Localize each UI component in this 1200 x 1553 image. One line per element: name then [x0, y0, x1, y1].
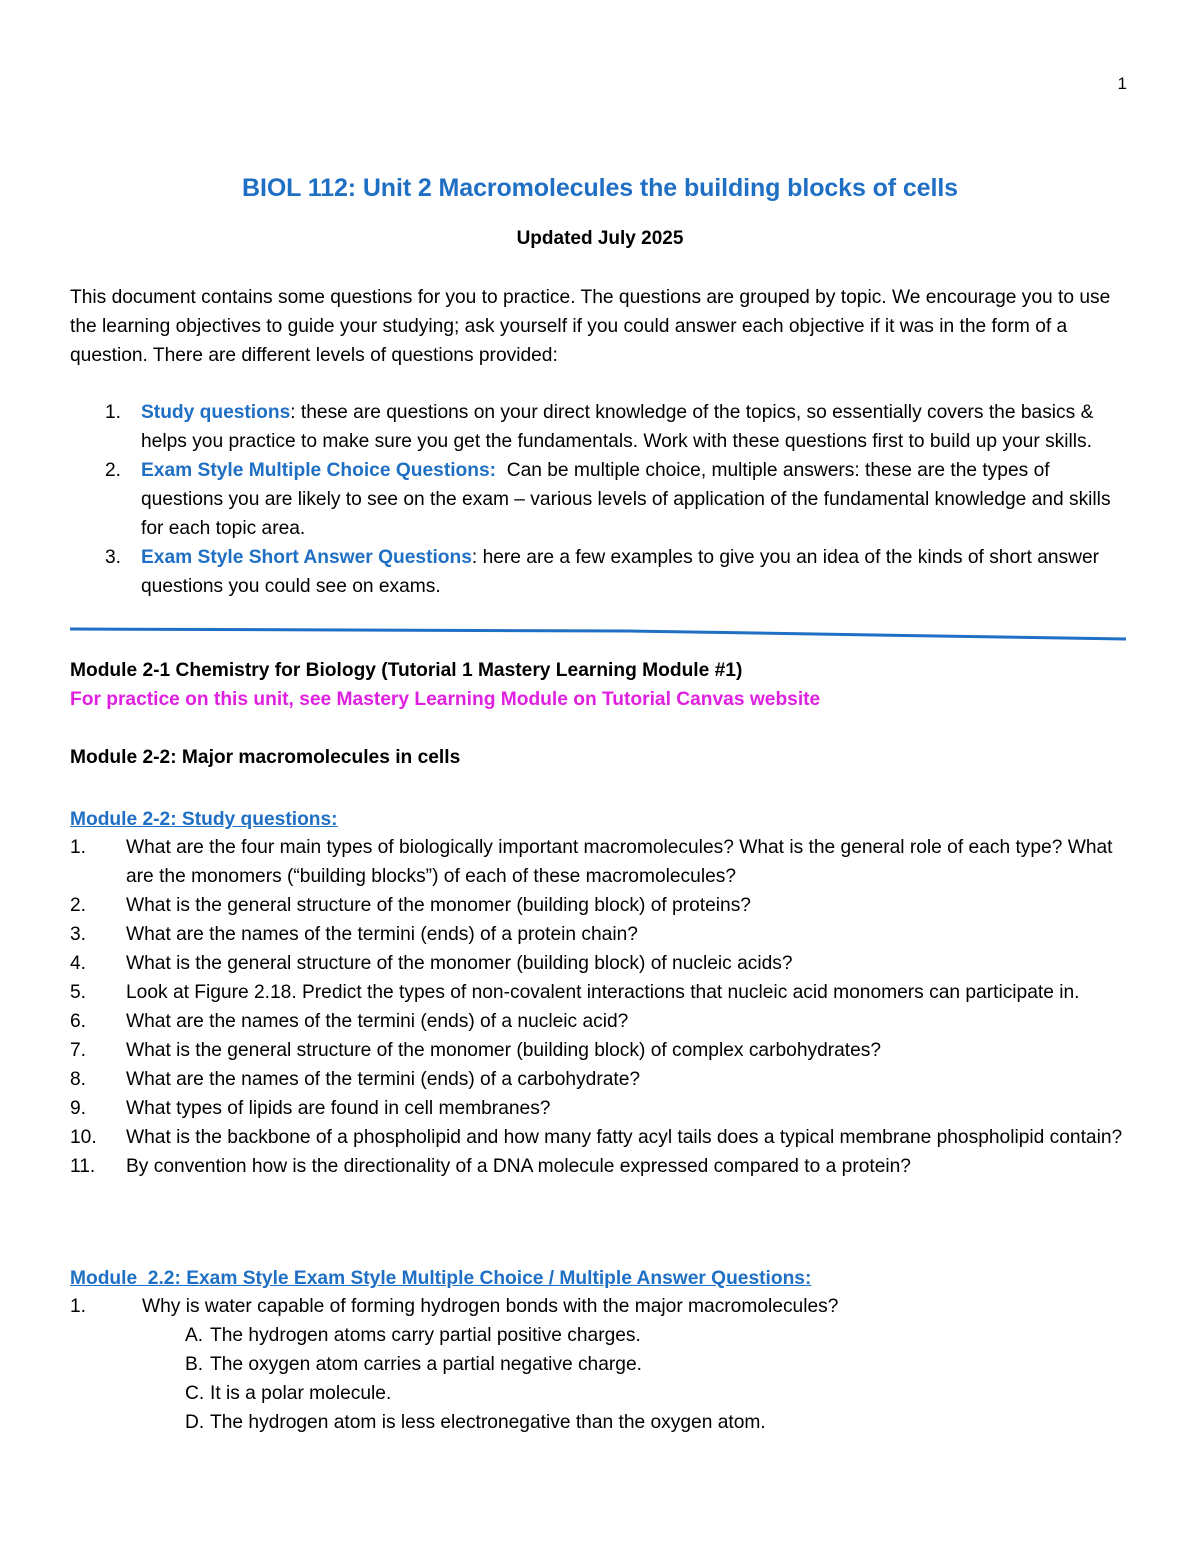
page-number: 1 [1117, 74, 1127, 93]
list-item [70, 891, 1130, 920]
list-item [70, 949, 1130, 978]
question-text: Why is water capable of forming hydrogen bonds with the major macromolecules? [142, 1296, 839, 1317]
list-item [100, 398, 1130, 456]
answer-option [185, 1350, 1130, 1379]
option-letter: A. [185, 1325, 204, 1346]
level-label: Study questions [141, 402, 291, 423]
option-letter: B. [185, 1354, 204, 1375]
multiple-choice-question [70, 1292, 1130, 1437]
question-levels-list [100, 398, 1130, 601]
section-divider [68, 620, 1128, 646]
list-number: 9. [70, 1098, 87, 1119]
list-item [70, 1152, 1130, 1181]
list-item [70, 1123, 1130, 1152]
list-item [70, 1094, 1130, 1123]
intro-paragraph: This document contains some questions for you to practice. The questions are grouped by topic. We encourage you to use the learning objectives to guide your studying; ask yourself if you could answer each objective if it was in the form of a question. There are different levels of questions provided: [70, 287, 1111, 366]
question-text: What is the backbone of a phospholipid and how many fatty acyl tails does a typical membrane phospholipid contain? [126, 1127, 1123, 1148]
list-number: 6. [70, 1011, 87, 1032]
list-number: 3. [105, 547, 122, 568]
level-label: Exam Style Multiple Choice Questions: [141, 460, 497, 481]
answer-option [185, 1379, 1130, 1408]
question-text: What is the general structure of the monomer (building block) of complex carbohydrates? [126, 1040, 882, 1061]
question-text: What are the names of the termini (ends) of a protein chain? [126, 924, 638, 945]
study-questions-heading: Module 2-2: Study questions: [70, 809, 338, 830]
list-item [70, 1036, 1130, 1065]
question-text: By convention how is the directionality of a DNA molecule expressed compared to a protein? [126, 1156, 911, 1177]
list-item [70, 833, 1130, 891]
list-number: 1. [70, 1296, 87, 1317]
list-number: 2. [105, 460, 122, 481]
question-text: Look at Figure 2.18. Predict the types of non-covalent interactions that nucleic acid monomers can participate in. [126, 982, 1080, 1003]
list-number: 2. [70, 895, 87, 916]
list-number: 5. [70, 982, 87, 1003]
study-questions-list [70, 833, 1130, 1181]
list-number: 10. [70, 1127, 97, 1148]
list-item [70, 1065, 1130, 1094]
level-description: : these are questions on your direct knowledge of the topics, so essentially covers the basics & helps you practice to make sure you get the fundamentals. Work with these questions first to build up your skills. [141, 402, 1094, 452]
module-2-2-heading: Module 2-2: Major macromolecules in cells [70, 747, 461, 768]
list-number: 8. [70, 1069, 87, 1090]
option-text: The oxygen atom carries a partial negative charge. [210, 1354, 642, 1375]
option-text: The hydrogen atom is less electronegative than the oxygen atom. [210, 1412, 766, 1433]
list-number: 7. [70, 1040, 87, 1061]
option-text: The hydrogen atoms carry partial positive charges. [210, 1325, 641, 1346]
option-text: It is a polar molecule. [210, 1383, 392, 1404]
question-text: What are the four main types of biologically important macromolecules? What is the general role of each type? What are the monomers (“building blocks”) of each of these macromolecules? [126, 837, 1113, 887]
list-item [100, 543, 1130, 601]
answer-options [70, 1321, 1130, 1437]
level-label: Exam Style Short Answer Questions [141, 547, 472, 568]
module-2-1-heading: Module 2-1 Chemistry for Biology (Tutorial 1 Mastery Learning Module #1) [70, 660, 743, 681]
question-text: What is the general structure of the monomer (building block) of nucleic acids? [126, 953, 793, 974]
list-number: 3. [70, 924, 87, 945]
question-text: What types of lipids are found in cell membranes? [126, 1098, 551, 1119]
list-number: 11. [70, 1156, 96, 1177]
answer-option [185, 1321, 1130, 1350]
list-item [70, 1007, 1130, 1036]
question-text: What are the names of the termini (ends) of a nucleic acid? [126, 1011, 629, 1032]
updated-date: Updated July 2025 [516, 228, 684, 249]
answer-option [185, 1408, 1130, 1437]
module-2-1-note: For practice on this unit, see Mastery Learning Module on Tutorial Canvas website [70, 689, 821, 710]
list-number: 4. [70, 953, 87, 974]
question-text: What is the general structure of the monomer (building block) of proteins? [126, 895, 751, 916]
option-letter: D. [185, 1412, 205, 1433]
list-number: 1. [70, 837, 87, 858]
list-number: 1. [105, 402, 122, 423]
list-item [70, 920, 1130, 949]
document-title: BIOL 112: Unit 2 Macromolecules the building blocks of cells [242, 174, 958, 202]
option-letter: C. [185, 1383, 205, 1404]
question-text: What are the names of the termini (ends) of a carbohydrate? [126, 1069, 641, 1090]
multiple-choice-heading: Module 2.2: Exam Style Exam Style Multiple Choice / Multiple Answer Questions: [70, 1268, 812, 1289]
list-item [70, 978, 1130, 1007]
level-description: Can be multiple choice, multiple answers: these are the types of questions you are likely to see on the exam – various levels of application of the fundamental knowledge and skills for each topic area. [141, 460, 1116, 539]
level-description: : here are a few examples to give you an idea of the kinds of short answer questions you could see on exams. [141, 547, 1100, 597]
question-stem [70, 1292, 1130, 1321]
list-item [100, 456, 1130, 543]
